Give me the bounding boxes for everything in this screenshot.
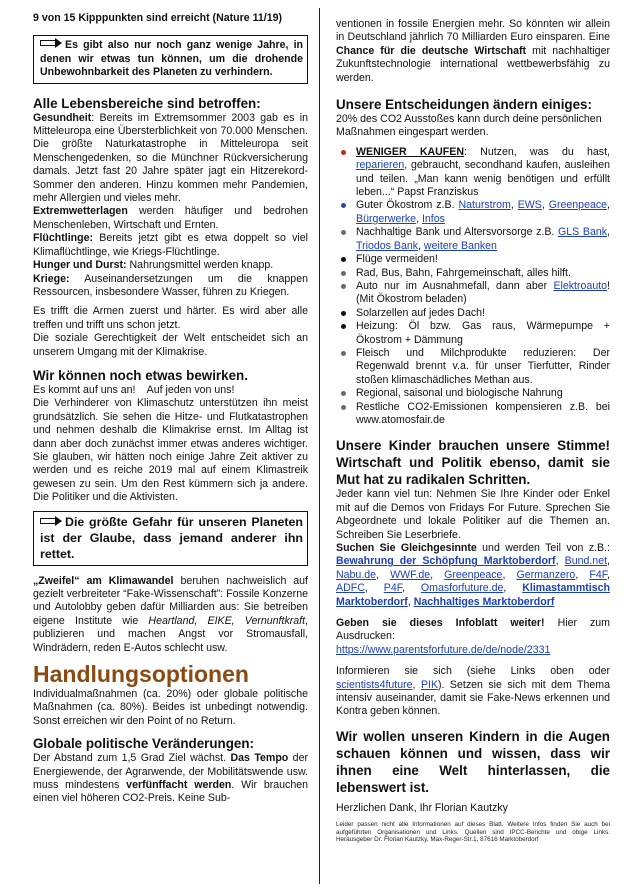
text: ! (Mit Ökostrom beladen): [356, 279, 610, 306]
text: Informieren sie sich (siehe Links oben oder: [336, 665, 610, 678]
callout-text: Es gibt also nur noch ganz wenige Jahre, in denen wir etwas tun können, um die drohende Unbewohnbarkeit des Planeten zu verhindern.: [40, 39, 303, 79]
text-strong: verfünffacht werden: [126, 779, 232, 792]
text: ,: [407, 595, 414, 608]
paragraph-verhinderer: Die Verhinderer von Klimaschutz unterstützen ihn meist grundsätzlich. Sie sehen die Hitze- und Flutkatastrophen und nehmen deshalb die Klimakrise ernst. Im Alltag ist dann aber doch zunächst immer etwas anderes wichtiger. Sie glauben, wir hätten noch einige Jahre Zeit aktiver zu werden und es reiche 2019 mal auf einem Klimastreik gewesen zu sein. Um den Rest kümmern sich ja andere. Die Politiker und die Aktivisten.: [33, 397, 308, 504]
link-buergerwerke[interactable]: Bürgerwerke: [356, 212, 417, 225]
item-gesundheit: [33, 112, 308, 206]
text: ,: [575, 568, 590, 581]
term-klimawandel: Klimawandel: [108, 574, 174, 587]
text: ,: [416, 212, 422, 225]
text: ,: [541, 199, 549, 212]
bullet-dot-icon: [341, 257, 346, 262]
item-hunger: [33, 259, 308, 272]
text: ,: [503, 582, 523, 595]
item-text: werden häufiger und bedrohen Menschenleben, Wirtschaft und Ernten.: [33, 205, 308, 231]
link-p4f[interactable]: P4F: [383, 582, 403, 595]
text: ,: [502, 568, 517, 581]
text: mit nachhaltiger Zukunftstechnologie international wettbewerbsfähig zu werden.: [336, 44, 610, 84]
text: Guter Ökostrom z.B.: [356, 199, 459, 212]
header-kipppunkte: 9 von 15 Kipppunkten sind erreicht (Nature 11/19): [33, 12, 283, 24]
column-divider: [319, 8, 320, 884]
text: Fleisch und Milchprodukte reduzieren: Der Regenwald brennt v.a. für unser Tierfutter, Rinder stoßen klimaschädliches Methan aus.: [356, 346, 610, 386]
text: Flüge vermeiden!: [356, 253, 438, 266]
text: und werden Teil von z.B.:: [476, 542, 610, 554]
link-parentsforfuture[interactable]: https://www.parentsforfuture.de/de/node/2331: [336, 643, 551, 656]
item-kriege: [33, 273, 308, 300]
heading-bewirken: Wir können noch etwas bewirken.: [33, 367, 248, 383]
text: ). Setzen sie sich mit dem Thema intensiv auseinander, damit sie Fake-News erkennen und Kontra geben können.: [336, 678, 610, 718]
text: Restliche CO2-Emissionen kompensieren z.B. bei www.atomosfair.de: [356, 400, 610, 426]
item-text: Auseinandersetzungen um die knappen Ressourcen, insbesondere Wasser, führen zu Kriegen.: [33, 272, 308, 298]
heading-augen: Wir wollen unseren Kindern in die Augen schauen können und wissen, dass wir ihnen eine Welt hinterlassen, die lebenswert ist.: [336, 728, 610, 795]
list-item-kompensieren: [336, 401, 610, 428]
text: der Energiewende, der Agrarwende, der Mobilitätswende usw. muss mindestens: [33, 752, 308, 792]
arrow-right-icon: [40, 517, 62, 526]
heading-lebensbereiche: Alle Lebensbereiche sind betroffen:: [33, 95, 261, 111]
text: . Wir brauchen einen viel höheren CO2-Preis. Keine Sub-: [33, 779, 309, 805]
link-adfc[interactable]: ADFC: [336, 582, 365, 595]
link-wwf[interactable]: WWF.de: [390, 568, 431, 581]
list-item-weniger-kaufen: [336, 146, 610, 200]
list-item-regional: [336, 387, 610, 400]
link-elektroauto[interactable]: Elektroauto: [553, 279, 608, 292]
link-germanzero[interactable]: Germanzero: [516, 568, 576, 581]
text: Rad, Bus, Bahn, Fahrgemeinschaft, alles hilft.: [356, 266, 571, 279]
paragraph-armen: Es trifft die Armen zuerst und härter. Es wird aber alle treffen und trifft uns schon jetzt.: [33, 305, 308, 331]
text: : Nutzen, was du hast,: [464, 145, 610, 158]
text: Hier zum Ausdrucken:: [336, 617, 611, 643]
heading-entscheidungen: Unsere Entscheidungen ändern einiges:: [336, 97, 592, 113]
list-item-heizung: [336, 320, 610, 347]
callout-box-gefahr: [33, 511, 308, 566]
text-strong: Chance für die deutsche Wirtschaft: [336, 44, 527, 57]
text: ,: [607, 555, 610, 568]
bullet-dot-icon: [341, 230, 346, 235]
link-infos[interactable]: Infos: [421, 212, 445, 225]
link-greenpeace[interactable]: Greenpeace: [444, 568, 503, 581]
bullet-dot-icon: [341, 324, 346, 329]
callout-text: Die größte Gefahr für unseren Planeten ist der Glaube, dass jemand anderer ihn rettet.: [40, 514, 303, 561]
text: beruhen nachweislich auf gezielt verbreiteter “Fake-Wissenschaft”: Fossile Konzerne und Autolobby geben dafür Milliarden aus: Sie betreiben eigene Institute wie: [33, 574, 309, 627]
text: am: [79, 574, 109, 587]
text: ,: [402, 582, 421, 595]
text: Heizung: Öl bzw. Gas raus, Wärmepumpe + Ökostrom + Dämmung: [356, 320, 610, 346]
text: ,: [376, 568, 391, 581]
term: Flüchtlinge:: [33, 232, 94, 245]
heading-global: Globale politische Veränderungen:: [33, 736, 254, 752]
paragraph-zweifel: [33, 575, 308, 655]
term-zweifel: „Zweifel“: [33, 574, 80, 587]
institutes: Heartland, EIKE, Vernunftkraft: [148, 614, 306, 627]
paragraph-sozial: Die soziale Gerechtigkeit der Welt entscheidet sich an unserem Umgang mit der Klimakrise.: [33, 332, 308, 358]
list-item-solar: [336, 307, 610, 320]
bullet-dot-icon: [341, 271, 346, 276]
list-item-bank: [336, 226, 610, 253]
paragraph-subventionen: [336, 18, 610, 85]
link-pik[interactable]: PIK: [420, 678, 439, 691]
term: Extremwetterlagen: [33, 205, 128, 218]
text: ,: [430, 568, 445, 581]
bullet-dot-icon: [341, 391, 346, 396]
term: Hunger und Durst:: [33, 259, 127, 272]
text-strong: Suchen Sie Gleichgesinnte: [336, 542, 477, 554]
link-nabu[interactable]: Nabu.de: [336, 568, 377, 581]
paragraph-tempo: [33, 752, 308, 806]
text-strong: Das Tempo: [230, 752, 289, 765]
link-ews[interactable]: EWS: [517, 199, 542, 212]
link-f4f[interactable]: F4F: [589, 568, 608, 581]
term: Gesundheit: [33, 111, 92, 124]
item-fluechtlinge: [33, 232, 308, 259]
link-nachhaltiges-marktoberdorf[interactable]: Nachhaltiges Marktoberdorf: [413, 595, 555, 608]
link-omasforfuture[interactable]: Omasforfuture.de: [420, 582, 504, 595]
paragraph-kommt-an: Es kommt auf uns an! Auf jeden von uns!: [33, 383, 235, 396]
item-extremwetter: [33, 205, 308, 232]
paragraph-gleichgesinnte: [336, 542, 610, 609]
heading-kinder: Unsere Kinder brauchen unsere Stimme! Wirtschaft und Politik ebenso, damit sie Mut hat zu radikalen Schritten.: [336, 438, 610, 488]
text: ,: [555, 555, 565, 568]
text: ,: [510, 199, 518, 212]
bullet-dot-icon: [341, 284, 346, 289]
text: ,: [364, 582, 384, 595]
text: Nachhaltige Bank und Altersvorsorge z.B.: [356, 226, 559, 239]
text: Auto nur im Ausnahmefall, dann aber: [356, 279, 554, 292]
link-bund[interactable]: Bund.net: [564, 555, 608, 568]
arrow-right-icon: [40, 39, 62, 48]
list-item-oekostrom: [336, 199, 610, 226]
link-bewahrung-schoepfung[interactable]: Bewahrung der Schöpfung Marktoberdorf: [336, 555, 556, 568]
heading-handlungsoptionen: Handlungsoptionen: [33, 661, 249, 688]
item-text: Bereits jetzt gibt es etwa doppelt so viel Klimaflüchtlinge, wie Kriegs-Flüchtlinge.: [33, 232, 308, 258]
list-item-auto: [336, 280, 610, 307]
link-reparieren[interactable]: reparieren: [356, 159, 405, 172]
text: , gebraucht, secondhand kaufen, ausleihen und teilen. „Man kann wenig benötigen und erfüllt leben...“ Papst Franziskus: [356, 159, 610, 199]
link-gls-bank[interactable]: GLS Bank: [558, 226, 608, 239]
bullet-dot-icon: [341, 203, 346, 208]
text: ,: [607, 199, 610, 212]
signature: Herzlichen Dank, Ihr Florian Kautzky: [336, 801, 508, 814]
text-strong: Geben sie dieses Infoblatt weiter!: [336, 617, 545, 630]
link-greenpeace[interactable]: Greenpeace: [548, 199, 608, 212]
list-item-fluege: [336, 253, 610, 266]
text: Regional, saisonal und biologische Nahrung: [356, 387, 563, 400]
text-strong: WENIGER KAUFEN: [356, 145, 464, 158]
text: ventionen in fossile Energien mehr. So könnten wir allein in Deutschland jährlich 70 Milliarden Euro einsparen. Eine: [336, 18, 610, 44]
link-naturstrom[interactable]: Naturstrom: [458, 199, 511, 212]
item-text: : Bereits im Extremsommer 2003 gab es in Mitteleuropa eine Übersterblichkeit von 70.000 Menschen. Die größte Naturkatastrophe in Mitteleuropa seit Menschengedenken, so die Münchner Rückversicherung damals. Jetzt fast 20 Jahre später jagt ein Hitzerekord-Sommer den anderen. Hinzu kommen mehr Pandemien, mehr Allergien und vieles mehr.: [33, 111, 308, 205]
link-klimastammtisch[interactable]: Klimastammtisch Marktoberdorf: [336, 582, 610, 608]
text: , publizieren und machen Angst vor Stromausfall, Windrädern, reden E-Autos schlecht usw.: [33, 614, 308, 654]
left-column: [33, 12, 308, 806]
bullet-dot-icon: [341, 150, 346, 155]
paragraph-individual: Individualmaßnahmen (ca. 20%) oder globale politische Maßnahmen (ca. 80%). Beides ist unbedingt notwendig. Sonst erreichen wir den Point of no Return.: [33, 688, 308, 727]
bullet-dot-icon: [341, 405, 346, 410]
list-item-fleisch: [336, 347, 610, 387]
bullet-dot-icon: [341, 311, 346, 316]
text: ,: [607, 226, 610, 239]
text: ,: [607, 568, 610, 581]
link-weitere-banken[interactable]: weitere Banken: [423, 239, 497, 252]
paragraph-co2: 20% des CO2 Ausstoßes kann durch deine persönlichen Maßnahmen eingespart werden.: [336, 113, 602, 139]
text: ,: [418, 239, 424, 252]
link-triodos-bank[interactable]: Triodos Bank: [356, 239, 419, 252]
bullet-dot-icon: [341, 351, 346, 356]
action-list: [336, 146, 610, 428]
paragraph-informieren: [336, 665, 610, 719]
right-column: [336, 12, 610, 844]
text: ,: [412, 678, 421, 691]
term: Kriege:: [33, 272, 70, 285]
paragraph-jeder-kann: Jeder kann viel tun: Nehmen Sie Ihre Kinder oder Enkel mit auf die Demos von Fridays For Future. Sprechen Sie Abgeordnete und lokale Politiker auf die Themen an. Schreiben Sie Leserbriefe.: [336, 488, 610, 541]
footer-note: Leider passen nicht alle Informationen auf dieses Blatt. Weitere Infos finden Sie auch bei aufgeführten Organisationen und Links. Quellen sind IPCC-Berichte und obige Links. Herausgeber Dr. Florian Kautzky, Max-Reger-Str.1, 87616 Marktoberdorf: [336, 821, 610, 844]
item-text: Nahrungsmittel werden knapp.: [126, 259, 274, 272]
text: Solarzellen auf jedes Dach!: [356, 306, 485, 319]
text: Der Abstand zum 1,5 Grad Ziel wächst.: [33, 752, 231, 765]
paragraph-infoblatt: [336, 617, 610, 657]
link-scientists4future[interactable]: scientists4future: [336, 678, 413, 691]
list-item-rad-bus-bahn: [336, 267, 610, 280]
callout-box-years: [33, 35, 308, 83]
